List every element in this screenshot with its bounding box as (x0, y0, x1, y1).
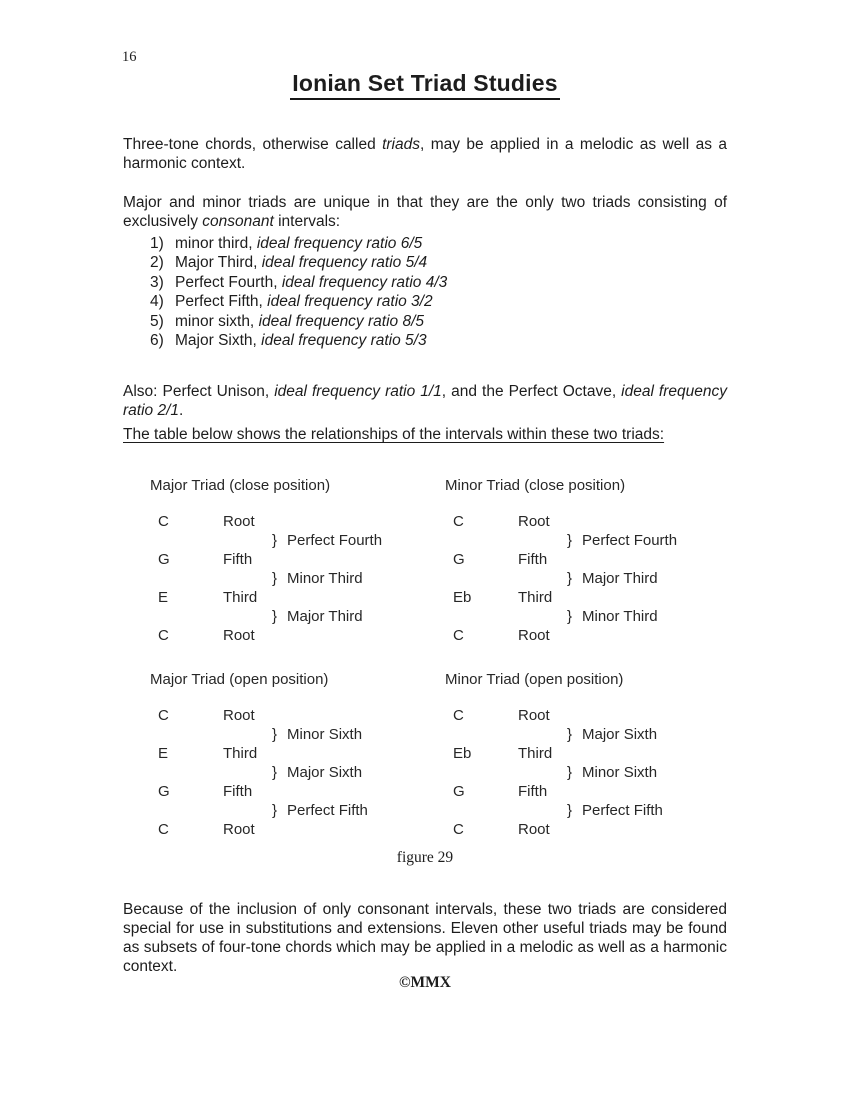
note-letter: C (158, 821, 169, 838)
note-letter: C (158, 707, 169, 724)
triad-title: Minor Triad (open position) (445, 671, 624, 688)
note-letter: C (158, 513, 169, 530)
triad-block-minor-open (445, 670, 737, 839)
interval-row (150, 801, 442, 820)
interval-name: minor sixth, (175, 312, 259, 330)
brace-glyph: } (272, 802, 278, 819)
triad-rows (445, 706, 737, 839)
brace-glyph: } (272, 570, 278, 587)
note-role: Root (223, 821, 255, 838)
list-item-number: 1) (150, 235, 164, 252)
triad-block-minor-close (445, 476, 737, 645)
triad-title: Major Triad (open position) (150, 671, 329, 688)
interval-ratio: ideal frequency ratio 5/4 (261, 254, 428, 272)
text-run: Major and minor triads are unique in that they are the only two triads consisting of exclusively (123, 193, 727, 230)
interval-row (445, 531, 737, 550)
italic-term-consonant: consonant (202, 212, 274, 230)
triad-rows (150, 512, 442, 645)
list-item-text (175, 292, 433, 311)
note-row (150, 706, 442, 725)
note-row (445, 782, 737, 801)
list-item-number: 2) (150, 254, 164, 272)
text-run: Three-tone chords, otherwise called (123, 135, 383, 153)
note-role: Root (223, 513, 255, 530)
note-letter: Eb (453, 589, 472, 606)
interval-ratio: ideal frequency ratio 5/3 (261, 332, 427, 350)
triad-block-major-close (150, 476, 442, 645)
text-run: , may be applied in a melodic as well as a harmonic context. (123, 135, 727, 172)
interval-label: Perfect Fifth (287, 802, 368, 819)
list-item-number: 5) (150, 312, 164, 330)
interval-ratio: ideal frequency ratio 6/5 (256, 235, 423, 252)
list-item-text (175, 253, 427, 272)
note-role: Root (518, 627, 550, 644)
note-letter: C (158, 627, 169, 644)
page-number: 16 (122, 49, 137, 65)
list-item-number: 4) (150, 293, 164, 311)
triad-rows (445, 512, 737, 645)
interval-label: Major Third (582, 570, 658, 587)
note-row (445, 626, 737, 645)
table-heading-text: The table below shows the relationships of the intervals within these two triads: (123, 426, 665, 443)
note-role: Fifth (518, 551, 548, 568)
interval-label: Minor Sixth (287, 726, 363, 743)
interval-row (150, 725, 442, 744)
page-title-text: Ionian Set Triad Studies (290, 70, 560, 100)
brace-glyph: } (567, 764, 573, 781)
interval-row (150, 569, 442, 588)
list-item (150, 253, 447, 272)
paragraph-intro-2 (123, 193, 727, 232)
note-letter: C (453, 821, 464, 838)
list-item (150, 312, 447, 331)
interval-ratio: ideal frequency ratio 4/3 (281, 273, 448, 291)
table-heading (123, 425, 727, 444)
text-run: . (179, 401, 184, 419)
list-item-text (175, 312, 424, 331)
interval-label: Perfect Fourth (287, 532, 383, 549)
note-role: Third (518, 589, 553, 606)
interval-ratio: ideal frequency ratio 8/5 (258, 312, 424, 330)
interval-row (445, 725, 737, 744)
triad-rows (150, 706, 442, 839)
interval-row (445, 607, 737, 626)
note-role: Fifth (223, 783, 253, 800)
text-run: intervals: (273, 212, 341, 230)
interval-label: Major Third (287, 608, 363, 625)
note-row (150, 820, 442, 839)
interval-row (445, 763, 737, 782)
text-run: , and the Perfect Octave, (441, 382, 622, 400)
note-role: Fifth (223, 551, 253, 568)
interval-ratio: ideal frequency ratio 3/2 (267, 293, 433, 311)
interval-name: Perfect Fifth, (175, 293, 268, 311)
note-row (150, 550, 442, 569)
brace-glyph: } (272, 764, 278, 781)
interval-name: minor third, (175, 235, 257, 252)
interval-label: Perfect Fourth (582, 532, 678, 549)
interval-ratio: ideal frequency ratio 1/1 (274, 382, 442, 400)
triad-title: Major Triad (close position) (150, 477, 331, 494)
triad-block-major-open (150, 670, 442, 839)
figure-caption: figure 29 (396, 849, 454, 866)
note-row (445, 512, 737, 531)
note-row (445, 550, 737, 569)
note-letter: C (453, 513, 464, 530)
interval-list (150, 234, 447, 350)
interval-label: Minor Third (287, 570, 363, 587)
interval-label: Minor Third (582, 608, 658, 625)
list-item (150, 273, 447, 292)
note-letter: C (453, 627, 464, 644)
note-role: Third (223, 745, 258, 762)
brace-glyph: } (272, 532, 278, 549)
interval-ratio: ideal frequency ratio 2/1 (123, 382, 727, 419)
list-item (150, 234, 447, 253)
note-letter: E (158, 589, 169, 606)
interval-row (150, 763, 442, 782)
note-letter: E (158, 745, 169, 762)
note-row (445, 706, 737, 725)
brace-glyph: } (567, 532, 573, 549)
italic-term-triads: triads (382, 135, 420, 153)
note-role: Root (518, 513, 550, 530)
note-role: Root (223, 627, 255, 644)
list-item (150, 331, 447, 350)
interval-label: Major Sixth (287, 764, 363, 781)
list-item-number: 6) (150, 332, 164, 350)
list-item-text (175, 273, 447, 292)
note-row (150, 512, 442, 531)
note-role: Root (518, 821, 550, 838)
note-row (150, 626, 442, 645)
note-row (445, 588, 737, 607)
note-letter: C (453, 707, 464, 724)
note-row (150, 588, 442, 607)
brace-glyph: } (567, 608, 573, 625)
interval-name: Perfect Fourth, (175, 273, 282, 291)
brace-glyph: } (567, 726, 573, 743)
interval-label: Minor Sixth (582, 764, 658, 781)
interval-label: Major Sixth (582, 726, 658, 743)
brace-glyph: } (567, 570, 573, 587)
page-title (0, 70, 850, 100)
note-row (150, 782, 442, 801)
note-role: Fifth (518, 783, 548, 800)
text-run: Also: Perfect Unison, (123, 382, 275, 400)
note-letter: G (158, 551, 170, 568)
interval-name: Major Sixth, (175, 332, 262, 350)
interval-row (150, 531, 442, 550)
interval-name: Major Third, (175, 254, 262, 272)
interval-label: Perfect Fifth (582, 802, 663, 819)
note-letter: G (453, 783, 465, 800)
interval-row (150, 607, 442, 626)
brace-glyph: } (567, 802, 573, 819)
note-letter: Eb (453, 745, 472, 762)
note-row (445, 744, 737, 763)
brace-glyph: } (272, 726, 278, 743)
note-role: Root (223, 707, 255, 724)
list-item-text (175, 331, 427, 350)
list-item-text (175, 234, 422, 253)
note-role: Root (518, 707, 550, 724)
list-item (150, 292, 447, 311)
note-letter: G (158, 783, 170, 800)
list-item-number: 3) (150, 273, 164, 291)
paragraph-intro-1 (123, 135, 727, 174)
paragraph-closing: Because of the inclusion of only consonant intervals, these two triads are considered special for use in substitutions and extensions. Eleven other useful triads may be found as subsets of four-tone chords which may be applied in a melodic as well as a harmonic context. (123, 900, 727, 976)
note-letter: G (453, 551, 465, 568)
paragraph-also (123, 382, 727, 421)
copyright-notice: ©MMX (398, 974, 452, 991)
note-role: Third (518, 745, 553, 762)
triad-title: Minor Triad (close position) (445, 477, 626, 494)
note-row (445, 820, 737, 839)
note-row (150, 744, 442, 763)
note-role: Third (223, 589, 258, 606)
interval-row (445, 801, 737, 820)
interval-row (445, 569, 737, 588)
brace-glyph: } (272, 608, 278, 625)
